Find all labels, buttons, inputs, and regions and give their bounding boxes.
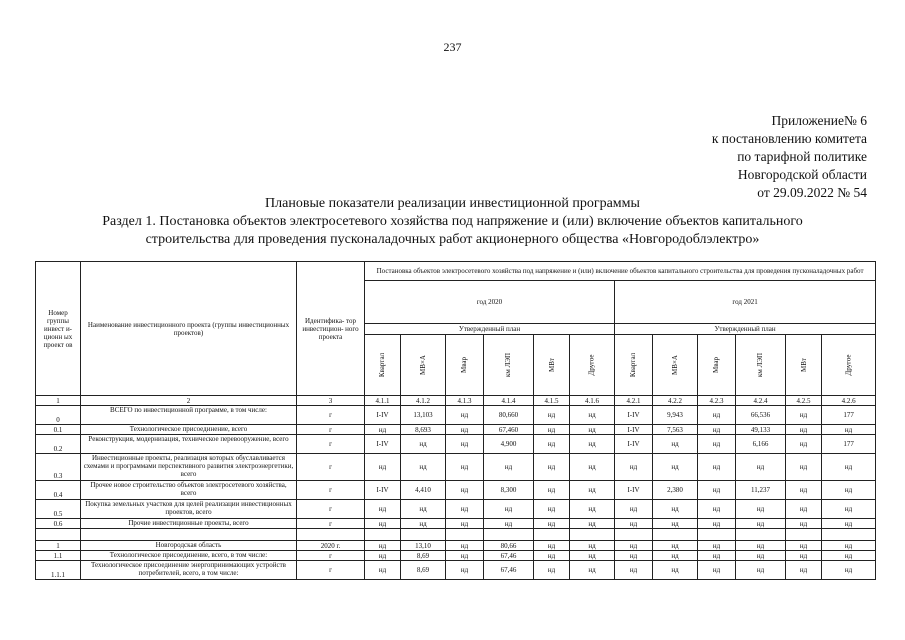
table-row bbox=[36, 454, 876, 481]
table-cell: 2020 г. bbox=[297, 541, 365, 551]
appendix-line: по тарифной политике bbox=[737, 149, 867, 164]
table-cell: г bbox=[297, 481, 365, 500]
appendix-line: от 29.09.2022 № 54 bbox=[757, 185, 867, 200]
table-cell: 1 bbox=[36, 396, 81, 406]
table-cell: 6,166 bbox=[736, 435, 786, 454]
table-cell: 7,563 bbox=[653, 425, 698, 435]
table-cell bbox=[786, 529, 822, 541]
head-year-2020: год 2020 bbox=[365, 281, 615, 324]
table-cell: г bbox=[297, 435, 365, 454]
table-cell: нд bbox=[534, 406, 570, 425]
table-cell: 4.2.3 bbox=[698, 396, 736, 406]
col-other: Другое bbox=[570, 335, 615, 396]
table-cell bbox=[484, 529, 534, 541]
table-cell: нд bbox=[786, 561, 822, 580]
table-cell: 0.3 bbox=[36, 454, 81, 481]
table-cell bbox=[297, 529, 365, 541]
table-cell bbox=[81, 529, 297, 541]
table-cell: нд bbox=[365, 541, 401, 551]
table-cell: нд bbox=[446, 425, 484, 435]
col-quarter: Квартал bbox=[365, 335, 401, 396]
table-cell: нд bbox=[653, 454, 698, 481]
table-cell: нд bbox=[822, 519, 876, 529]
table-cell: нд bbox=[570, 481, 615, 500]
table-row bbox=[36, 541, 876, 551]
table-cell: I-IV bbox=[365, 435, 401, 454]
col-mw: МВт bbox=[786, 335, 822, 396]
table-cell: нд bbox=[365, 551, 401, 561]
table-cell: 1.1.1 bbox=[36, 561, 81, 580]
table-cell: нд bbox=[698, 454, 736, 481]
table-cell bbox=[534, 529, 570, 541]
col-other: Другое bbox=[822, 335, 876, 396]
table-row bbox=[36, 425, 876, 435]
table-cell bbox=[36, 529, 81, 541]
main-title: Плановые показатели реализации инвестиционной программы bbox=[265, 196, 640, 211]
table-cell: нд bbox=[653, 561, 698, 580]
table-cell: нд bbox=[570, 454, 615, 481]
table-cell: нд bbox=[698, 541, 736, 551]
table-cell: 0 bbox=[36, 406, 81, 425]
table-cell: нд bbox=[484, 519, 534, 529]
table-cell: нд bbox=[615, 551, 653, 561]
table-cell: нд bbox=[786, 519, 822, 529]
table-cell: I-IV bbox=[615, 481, 653, 500]
table-cell: нд bbox=[446, 561, 484, 580]
table-cell: нд bbox=[698, 406, 736, 425]
table-cell: г bbox=[297, 561, 365, 580]
table-cell: нд bbox=[570, 541, 615, 551]
col-quarter: Квартал bbox=[615, 335, 653, 396]
investment-table bbox=[35, 261, 876, 580]
table-cell: нд bbox=[446, 435, 484, 454]
spacer-row bbox=[36, 529, 876, 541]
table-cell: 13,103 bbox=[401, 406, 446, 425]
table-cell: I-IV bbox=[615, 435, 653, 454]
table-cell: 8,69 bbox=[401, 561, 446, 580]
head-plan-2021: Утвержденный план bbox=[615, 324, 876, 335]
table-cell: нд bbox=[446, 481, 484, 500]
table-row bbox=[36, 435, 876, 454]
table-cell: нд bbox=[446, 541, 484, 551]
table-cell: 4.2.6 bbox=[822, 396, 876, 406]
table-cell: 4.2.4 bbox=[736, 396, 786, 406]
table-cell: нд bbox=[534, 454, 570, 481]
table-cell: нд bbox=[653, 519, 698, 529]
table-cell: нд bbox=[615, 541, 653, 551]
table-cell: нд bbox=[698, 500, 736, 519]
table-row bbox=[36, 406, 876, 425]
table-cell: нд bbox=[736, 519, 786, 529]
table-cell: Прочие инвестиционные проекты, всего bbox=[81, 519, 297, 529]
table-row bbox=[36, 481, 876, 500]
head-group-number: Номер группы инвест и- ционн ых проект ов bbox=[36, 262, 81, 396]
table-cell: нд bbox=[365, 454, 401, 481]
table-cell: нд bbox=[570, 561, 615, 580]
table-cell: Покупка земельных участков для целей реализации инвестиционных проектов, всего bbox=[81, 500, 297, 519]
table-cell: нд bbox=[401, 435, 446, 454]
table-cell: ВСЕГО по инвестиционной программе, в том числе: bbox=[81, 406, 297, 425]
appendix-line: к постановлению комитета bbox=[711, 131, 867, 146]
table-cell: 0.2 bbox=[36, 435, 81, 454]
table-cell: нд bbox=[822, 561, 876, 580]
table-cell: 4.1.2 bbox=[401, 396, 446, 406]
table-cell: 2,380 bbox=[653, 481, 698, 500]
table-cell: нд bbox=[534, 481, 570, 500]
table-cell: 8,69 bbox=[401, 551, 446, 561]
table-cell: нд bbox=[534, 551, 570, 561]
table-cell: нд bbox=[653, 551, 698, 561]
table-cell: 3 bbox=[297, 396, 365, 406]
table-cell: нд bbox=[786, 425, 822, 435]
table-cell: нд bbox=[786, 454, 822, 481]
table-cell: Технологическое присоединение энергопринимающих устройств потребителей, всего, в том числе: bbox=[81, 561, 297, 580]
table-cell: 8,300 bbox=[484, 481, 534, 500]
head-top: Постановка объектов электросетевого хозяйства под напряжение и (или) включение объектов капитального строительства для проведения пусконаладочных работ bbox=[365, 262, 876, 281]
table-cell: 4.2.5 bbox=[786, 396, 822, 406]
table-cell: Технологическое присоединение, всего bbox=[81, 425, 297, 435]
table-cell: 4.1.6 bbox=[570, 396, 615, 406]
table-cell: нд bbox=[698, 481, 736, 500]
table-cell: I-IV bbox=[365, 481, 401, 500]
table-cell: нд bbox=[736, 454, 786, 481]
table-cell: 80,660 bbox=[484, 406, 534, 425]
table-cell: 4.1.3 bbox=[446, 396, 484, 406]
head-plan-2020: Утвержденный план bbox=[365, 324, 615, 335]
table-cell: нд bbox=[534, 500, 570, 519]
table-cell: 11,237 bbox=[736, 481, 786, 500]
table-cell: нд bbox=[365, 561, 401, 580]
table-cell: I-IV bbox=[615, 425, 653, 435]
table-cell: нд bbox=[446, 500, 484, 519]
table-cell: нд bbox=[822, 481, 876, 500]
table-cell: нд bbox=[365, 500, 401, 519]
table-cell: нд bbox=[822, 500, 876, 519]
table-cell: 1.1 bbox=[36, 551, 81, 561]
document-titles bbox=[0, 195, 905, 249]
table-cell: нд bbox=[484, 454, 534, 481]
table-cell: 4.1.4 bbox=[484, 396, 534, 406]
table-row bbox=[36, 551, 876, 561]
table-cell: нд bbox=[736, 500, 786, 519]
table-cell bbox=[615, 529, 653, 541]
page-number: 237 bbox=[443, 40, 462, 54]
table-cell: 4.2.1 bbox=[615, 396, 653, 406]
table-cell: нд bbox=[653, 500, 698, 519]
table-cell: Технологическое присоединение, всего, в том числе: bbox=[81, 551, 297, 561]
table-cell bbox=[365, 529, 401, 541]
table-cell: нд bbox=[570, 406, 615, 425]
table-cell: 0.1 bbox=[36, 425, 81, 435]
table-cell: г bbox=[297, 406, 365, 425]
table-cell: 0.6 bbox=[36, 519, 81, 529]
table-cell: 4,900 bbox=[484, 435, 534, 454]
table-row bbox=[36, 500, 876, 519]
table-cell: 67,46 bbox=[484, 561, 534, 580]
table-cell: 9,943 bbox=[653, 406, 698, 425]
head-identifier: Идентифика- тор инвестицион- ного проекта bbox=[297, 262, 365, 396]
col-mvar: Мвар bbox=[698, 335, 736, 396]
table-cell: Инвестиционные проекты, реализация которых обуславливается схемами и программами перспективного развития электроэнергетики, всего bbox=[81, 454, 297, 481]
table-cell: нд bbox=[822, 454, 876, 481]
table-cell: 66,536 bbox=[736, 406, 786, 425]
table-cell: нд bbox=[615, 519, 653, 529]
table-row bbox=[36, 519, 876, 529]
table-cell bbox=[570, 529, 615, 541]
numbering-row bbox=[36, 396, 876, 406]
table-cell: Прочее новое строительство объектов электросетевого хозяйства, всего bbox=[81, 481, 297, 500]
table-cell: нд bbox=[822, 425, 876, 435]
table-cell: 4.1.5 bbox=[534, 396, 570, 406]
section-title-line2: строительства для проведения пусконаладочных работ акционерного общества «Новгородоблэлектро» bbox=[145, 232, 760, 247]
table-cell: нд bbox=[736, 541, 786, 551]
col-km-lep: км ЛЭП bbox=[484, 335, 534, 396]
table-cell bbox=[401, 529, 446, 541]
table-cell: нд bbox=[570, 551, 615, 561]
table-cell: 4.2.2 bbox=[653, 396, 698, 406]
table-cell: 8,693 bbox=[401, 425, 446, 435]
table-cell bbox=[446, 529, 484, 541]
table-cell: нд bbox=[534, 519, 570, 529]
table-cell: 177 bbox=[822, 435, 876, 454]
table-cell: нд bbox=[446, 519, 484, 529]
table-cell: нд bbox=[698, 519, 736, 529]
table-cell: нд bbox=[570, 425, 615, 435]
table-cell: нд bbox=[786, 500, 822, 519]
table-cell: нд bbox=[786, 551, 822, 561]
table-cell bbox=[822, 529, 876, 541]
table-cell: нд bbox=[736, 551, 786, 561]
table-cell: нд bbox=[653, 541, 698, 551]
table-cell: 0.5 bbox=[36, 500, 81, 519]
table-cell: нд bbox=[446, 551, 484, 561]
table-cell: нд bbox=[365, 425, 401, 435]
col-mva: МВ×А bbox=[653, 335, 698, 396]
table-cell: 13,10 bbox=[401, 541, 446, 551]
appendix-line: Новгородской области bbox=[737, 167, 867, 182]
table-cell: Новгородская область bbox=[81, 541, 297, 551]
table-cell: нд bbox=[615, 454, 653, 481]
table-cell bbox=[698, 529, 736, 541]
col-mw: МВт bbox=[534, 335, 570, 396]
table-cell: нд bbox=[401, 500, 446, 519]
table-cell: 49,133 bbox=[736, 425, 786, 435]
table-cell: нд bbox=[534, 425, 570, 435]
table-cell: нд bbox=[786, 541, 822, 551]
table-cell: г bbox=[297, 500, 365, 519]
table-cell: нд bbox=[615, 561, 653, 580]
table-cell: нд bbox=[484, 500, 534, 519]
table-cell: нд bbox=[822, 541, 876, 551]
table-cell: нд bbox=[570, 519, 615, 529]
table-cell: нд bbox=[534, 541, 570, 551]
head-project-name: Наименование инвестиционного проекта (группы инвестиционных проектов) bbox=[81, 262, 297, 396]
table-cell: 80,66 bbox=[484, 541, 534, 551]
head-year-2021: год 2021 bbox=[615, 281, 876, 324]
table-cell: нд bbox=[446, 406, 484, 425]
table-cell: нд bbox=[446, 454, 484, 481]
table-cell: Реконструкция, модернизация, техническое перевооружение, всего bbox=[81, 435, 297, 454]
table-cell bbox=[736, 529, 786, 541]
appendix-line: Приложение№ 6 bbox=[771, 113, 867, 128]
table-cell: I-IV bbox=[365, 406, 401, 425]
col-mvar: Мвар bbox=[446, 335, 484, 396]
table-cell: нд bbox=[534, 561, 570, 580]
table-cell: нд bbox=[786, 406, 822, 425]
table-cell: нд bbox=[401, 519, 446, 529]
table-cell: нд bbox=[822, 551, 876, 561]
col-km-lep: км ЛЭП bbox=[736, 335, 786, 396]
appendix-block bbox=[567, 112, 867, 202]
table-cell: нд bbox=[570, 435, 615, 454]
table-cell: нд bbox=[736, 561, 786, 580]
table-cell: нд bbox=[698, 561, 736, 580]
section-title-line1: Раздел 1. Постановка объектов электросетевого хозяйства под напряжение и (или) включение объектов капитального bbox=[102, 214, 803, 229]
table-cell: нд bbox=[786, 435, 822, 454]
col-mva: МВ×А bbox=[401, 335, 446, 396]
table-cell: 4,410 bbox=[401, 481, 446, 500]
table-cell: нд bbox=[365, 519, 401, 529]
table-cell bbox=[653, 529, 698, 541]
table-cell: 0.4 bbox=[36, 481, 81, 500]
table-row bbox=[36, 561, 876, 580]
table-cell: нд bbox=[534, 435, 570, 454]
table-cell: 2 bbox=[81, 396, 297, 406]
table-cell: нд bbox=[615, 500, 653, 519]
table-cell: 67,46 bbox=[484, 551, 534, 561]
table-cell: нд bbox=[401, 454, 446, 481]
table-cell: нд bbox=[698, 435, 736, 454]
table-cell: 4.1.1 bbox=[365, 396, 401, 406]
table-cell: нд bbox=[570, 500, 615, 519]
table-cell: г bbox=[297, 519, 365, 529]
table-cell: г bbox=[297, 454, 365, 481]
table-cell: нд bbox=[698, 425, 736, 435]
table-cell: г bbox=[297, 551, 365, 561]
table-cell: 177 bbox=[822, 406, 876, 425]
table-cell: нд bbox=[698, 551, 736, 561]
table-cell: 1 bbox=[36, 541, 81, 551]
table-cell: г bbox=[297, 425, 365, 435]
table-cell: 67,460 bbox=[484, 425, 534, 435]
table-cell: нд bbox=[653, 435, 698, 454]
table-cell: нд bbox=[786, 481, 822, 500]
table-cell: I-IV bbox=[615, 406, 653, 425]
